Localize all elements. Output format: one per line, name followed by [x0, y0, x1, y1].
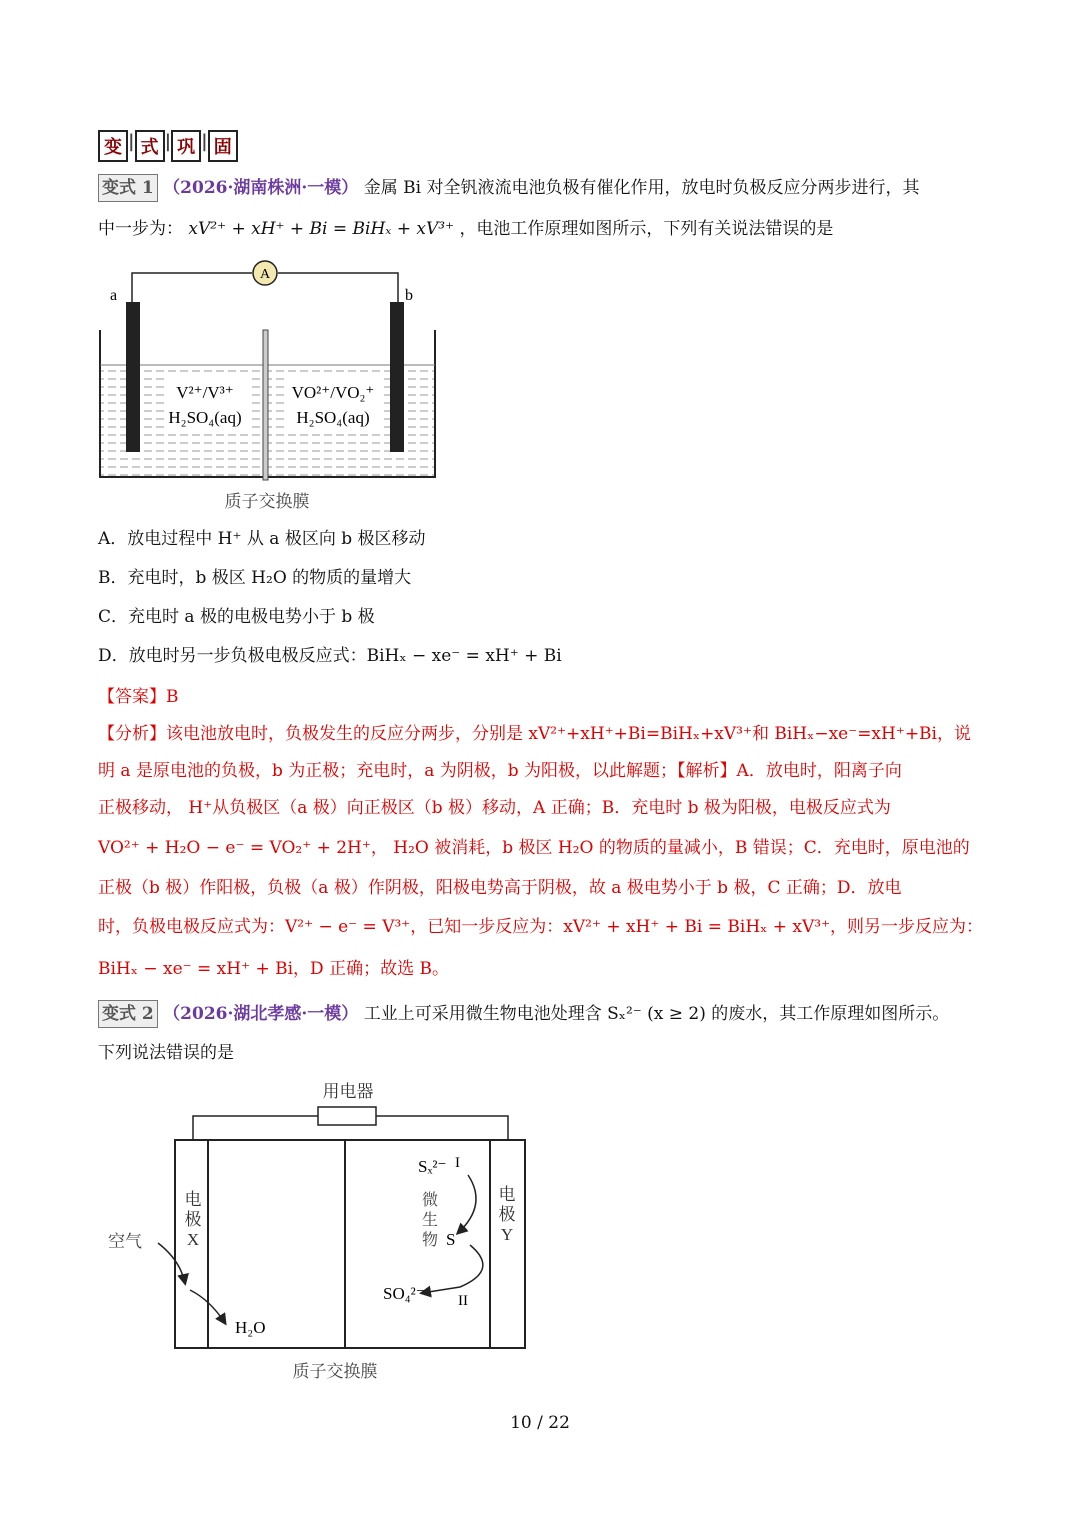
section-header: 变 | 式 | 巩 | 固 — [98, 130, 236, 162]
svg-text:生: 生 — [421, 1210, 439, 1229]
svg-text:微: 微 — [421, 1190, 439, 1209]
left-solution-acid: H₂SO₄(aq) — [168, 408, 242, 427]
svg-text:Y: Y — [500, 1225, 514, 1244]
q1-stem-line1 — [98, 174, 988, 202]
q2-source: （2026·湖北孝感·一模） — [163, 1004, 359, 1024]
q1-answer: 【答案】B — [98, 687, 179, 707]
step1-label: I — [455, 1155, 460, 1171]
step2-label: II — [458, 1293, 468, 1309]
q1-option-b: B．充电时，b 极区 H₂O 的物质的量增大 — [98, 568, 412, 588]
q2-tag: 变式 2 — [98, 1000, 158, 1028]
q1-battery-diagram — [95, 255, 445, 520]
q2-stem-line1 — [98, 1000, 988, 1028]
q1-source: （2026·湖南株洲·一模） — [163, 178, 359, 198]
right-solution-ions: VO²⁺/VO₂⁺ — [291, 383, 375, 402]
q2-microbial-cell-diagram — [100, 1075, 540, 1390]
water-label: H₂O — [235, 1318, 266, 1337]
electrode-a — [126, 302, 140, 452]
q1-analysis-line: 正极（b 极）作阳极，负极（a 极）作阴极，阳极电势高于阴极，故 a 极电势小于 b 极，C 正确；D．放电 — [98, 878, 902, 898]
ammeter-label: A — [259, 267, 271, 282]
svg-text:极: 极 — [498, 1205, 516, 1225]
air-arrow — [158, 1243, 185, 1283]
proton-membrane — [263, 330, 268, 480]
q1-analysis-line: VO²⁺ + H₂O − e⁻ = VO₂⁺ + 2H⁺， H₂O 被消耗，b 极区 H₂O 的物质的量减小，B 错误；C．充电时，原电池的 — [98, 838, 970, 858]
air-label: 空气 — [108, 1232, 142, 1252]
s-label: S — [446, 1230, 456, 1249]
q1-option-d: D．放电时另一步负极电极反应式：BiHₓ − xe⁻ = xH⁺ + Bi — [98, 646, 562, 666]
q1-tag: 变式 1 — [98, 174, 158, 202]
q2-stem-text1: 工业上可采用微生物电池处理含 Sₓ²⁻ (x ≥ 2) 的废水，其工作原理如图所示。 — [363, 1004, 950, 1024]
svg-text:电: 电 — [184, 1190, 202, 1210]
q1-option-a: A．放电过程中 H⁺ 从 a 极区向 b 极区移动 — [98, 529, 426, 549]
label-b: b — [405, 287, 413, 304]
svg-text:极: 极 — [184, 1210, 202, 1230]
q1-option-c: C．充电时 a 极的电极电势小于 b 极 — [98, 607, 375, 627]
section-title-char: 变 — [98, 130, 128, 162]
right-solution-acid: H₂SO₄(aq) — [296, 408, 370, 427]
cell-body — [175, 1140, 525, 1348]
step2-arrow — [422, 1245, 483, 1293]
membrane-label: 质子交换膜 — [224, 492, 310, 512]
load-label: 用电器 — [322, 1082, 374, 1102]
svg-text:电: 电 — [498, 1185, 516, 1205]
section-title-char: 式 — [135, 130, 165, 162]
so4-label: SO₄²⁻ — [383, 1284, 425, 1303]
svg-text:X: X — [186, 1230, 200, 1249]
page-number: 10 / 22 — [510, 1413, 570, 1433]
svg-text:物: 物 — [421, 1230, 439, 1249]
q1-analysis-line: 明 a 是原电池的负极，b 为正极；充电时，a 为阴极，b 为阳极，以此解题；【解析】A．放电时，阳离子向 — [98, 761, 902, 781]
electrode-b — [390, 302, 404, 452]
label-a: a — [110, 287, 118, 304]
section-title-char: 巩 — [171, 130, 201, 162]
step1-arrow — [458, 1175, 476, 1233]
q1-stem-post: ，电池工作原理如图所示，下列有关说法错误的是 — [459, 219, 834, 239]
q2-stem-line2: 下列说法错误的是 — [98, 1043, 234, 1063]
q1-stem-formula: xV²⁺ + xH⁺ + Bi = BiHₓ + xV³⁺ — [188, 219, 455, 239]
q1-analysis-line: 正极移动， H⁺从负极区（a 极）向正极区（b 极）移动，A 正确；B．充电时 b 极为阳极，电极反应式为 — [98, 798, 891, 818]
load-resistor-icon — [318, 1107, 376, 1125]
membrane-label: 质子交换膜 — [292, 1362, 378, 1382]
section-title-char: 固 — [208, 130, 238, 162]
sx-label: Sₓ²⁻ — [418, 1157, 447, 1176]
q1-stem-line2 — [98, 216, 988, 242]
left-solution-ions: V²⁺/V³⁺ — [176, 383, 234, 402]
q1-analysis-line: BiHₓ − xe⁻ = xH⁺ + Bi，D 正确；故选 B。 — [98, 959, 449, 979]
q1-analysis-line: 时，负极电极反应式为：V²⁺ − e⁻ = V³⁺，已知一步反应为：xV²⁺ + xH⁺ + Bi = BiHₓ + xV³⁺，则另一步反应为： — [98, 917, 984, 937]
q1-analysis-line: 【分析】该电池放电时，负极发生的反应分两步，分别是 xV²⁺+xH⁺+Bi=BiHₓ+xV³⁺和 BiHₓ−xe⁻=xH⁺+Bi，说 — [98, 724, 971, 744]
q1-stem-text1: 金属 Bi 对全钒液流电池负极有催化作用，放电时负极反应分两步进行，其 — [363, 178, 920, 198]
q1-stem-pre: 中一步为： — [98, 219, 183, 239]
